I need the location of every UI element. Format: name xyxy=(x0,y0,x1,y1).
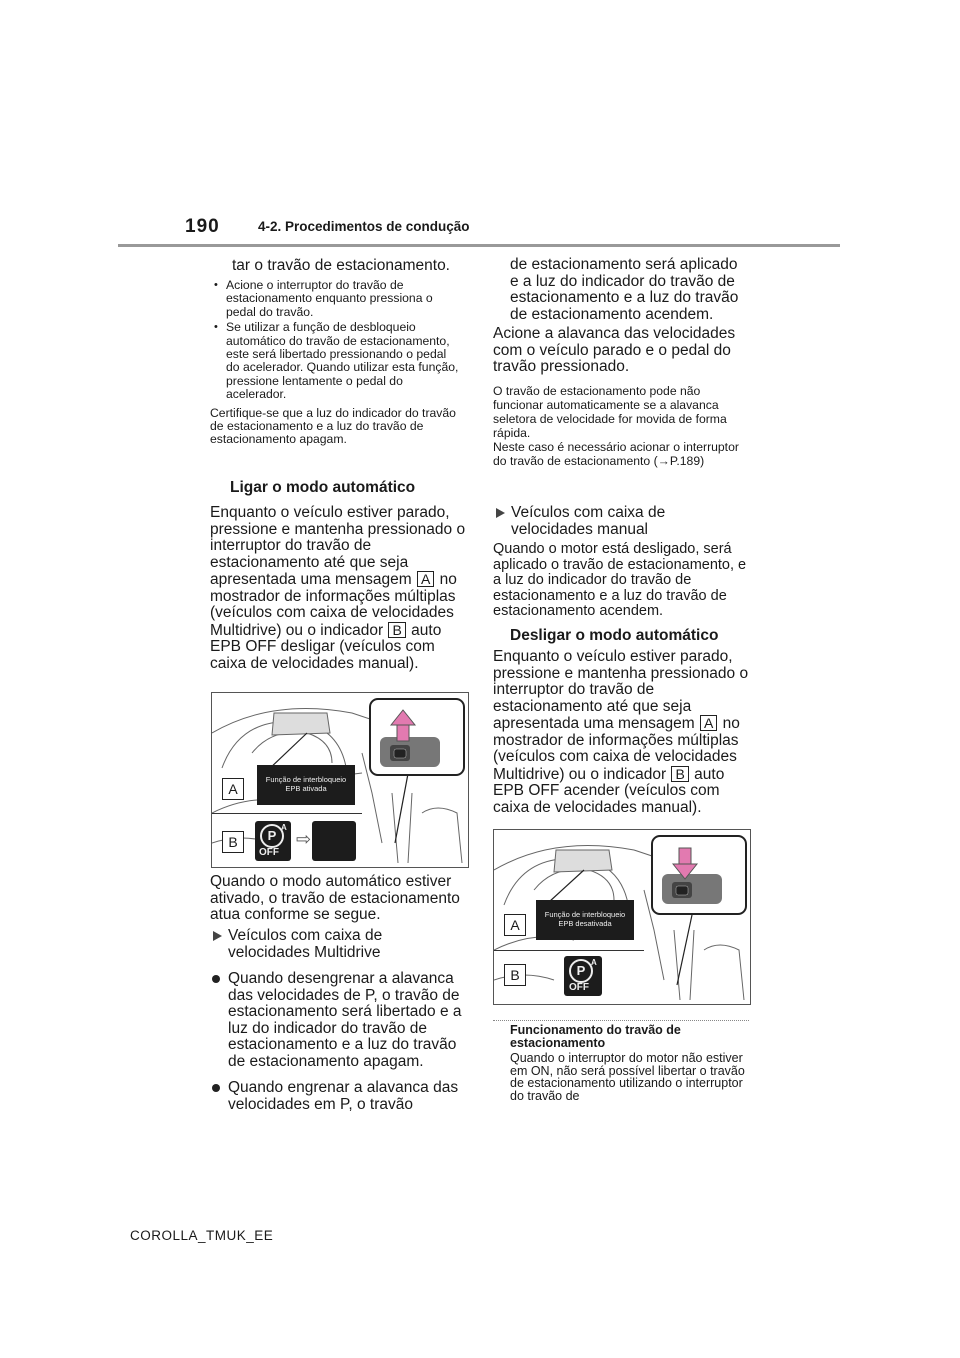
right-paragraph-1: Acione a alavanca das velocidades com o veículo parado e o pedal do travão pressionado. xyxy=(493,325,736,375)
heading-ligar: Ligar o modo automático xyxy=(230,479,416,496)
note-title: Funcionamento do travão de estacionamento xyxy=(510,1023,681,1050)
left-paragraph-2: Quando o modo automático estiver ativado, o travão de estacionamento atua conforme se segue. xyxy=(210,873,460,923)
right-cont: de estacionamento será aplicado e a luz do indicador do travão de estacionamento e a luz do travão de estacionamento acendem. xyxy=(510,256,739,323)
list-item: Quando engrenar a alavanca das velocidades em P, o travão xyxy=(210,1080,466,1113)
label-a: A xyxy=(700,715,717,731)
indicator-off-state xyxy=(312,821,356,861)
certify-text: Certifique-se que a luz do indicador do travão de estacionamento e a luz do travão de estacionamento apagam. xyxy=(210,405,456,447)
epb-off-indicator: P A OFF xyxy=(564,956,602,996)
bullet-item: • Se utilizar a função de desbloqueio automático do travão de estacionamento, este será libertado pressionando o pedal do acelerador. Quando utilizar esta função, pressione lentamente o pedal do acelerador. xyxy=(210,321,462,401)
right-list xyxy=(493,505,749,538)
label-a: A xyxy=(417,571,434,587)
subheading-manual: Veículos com caixa de velocidades manual xyxy=(493,505,749,538)
figure-label-b: B xyxy=(222,831,244,853)
label-b: B xyxy=(388,622,405,638)
mid-display-message: Função de interbloqueio EPB desativada xyxy=(536,900,634,940)
subheading-multidrive: Veículos com caixa de velocidades Multidrive xyxy=(210,928,466,961)
footer-code: COROLLA_TMUK_EE xyxy=(130,1228,274,1243)
page-ref-link[interactable]: P.189) xyxy=(669,454,705,468)
right-paragraph-2: Quando o motor está desligado, será aplicado o travão de estacionamento, e a luz do indicador do travão de estacionamento e a luz do travão de estacionamento acendem. xyxy=(493,541,747,619)
left-paragraph-1: Enquanto o veículo estiver parado, pressione e mantenha pressionado o interruptor do travão de estacionamento até que seja apresentada uma mensagem A no mostrador de informações múltiplas (veículos com caixa de velocidades Multidrive) ou o indicador B auto EPB OFF desligar (veículos com caixa de velocidades manual). xyxy=(210,504,466,672)
parking-p-icon: P xyxy=(569,959,593,983)
figure-epb-deactivated xyxy=(493,829,751,1005)
epb-off-indicator: P A OFF xyxy=(255,821,291,861)
list-item: Quando desengrenar a alavanca das velocidades de P, o travão de estacionamento será libertado e a luz do indicador do travão de estacionamento e a luz do travão de estacionamento apagam. xyxy=(210,971,466,1070)
note-box xyxy=(510,1024,746,1102)
left-list xyxy=(210,928,466,1113)
parking-p-icon: P xyxy=(260,824,284,848)
bullet-item: • Acione o interruptor do travão de estacionamento enquanto pressiona o pedal do travão. xyxy=(210,279,462,319)
arrow-right-icon: ⇨ xyxy=(296,829,312,849)
heading-desligar: Desligar o modo automático xyxy=(510,627,719,644)
label-b: B xyxy=(671,766,688,782)
right-note: O travão de estacionamento pode não funcionar automaticamente se a alavanca seletora de velocidade for movida de forma rápida. Neste caso é necessário acionar o interruptor do travão de estacionamento (→P.189) xyxy=(493,384,739,468)
right-paragraph-3: Enquanto o veículo estiver parado, pressione e mantenha pressionado o interruptor do travão de estacionamento até que seja apresentada uma mensagem A no mostrador de informações múltiplas (veículos com caixa de velocidades Multidrive) ou o indicador B auto EPB OFF acender (veículos com caixa de velocidades manual). xyxy=(493,648,749,816)
divider xyxy=(212,813,362,814)
figure-label-a: A xyxy=(222,778,244,800)
header-rule xyxy=(118,244,840,247)
section-title: 4-2. Procedimentos de condução xyxy=(258,219,470,234)
figure-epb-activated xyxy=(211,692,469,868)
mid-display-message: Função de interbloqueio EPB ativada xyxy=(257,765,355,805)
divider xyxy=(494,950,644,951)
figure-label-a: A xyxy=(504,914,526,936)
left-cont: tar o travão de estacionamento. xyxy=(232,257,450,274)
note-divider xyxy=(493,1020,749,1022)
note-body: Quando o interruptor do motor não estiver em ON, não será possível libertar o travão de estacionamento utilizando o interruptor do travão de xyxy=(510,1051,745,1103)
page-number: 190 xyxy=(185,216,220,237)
left-bullets xyxy=(210,279,462,447)
figure-label-b: B xyxy=(504,964,526,986)
